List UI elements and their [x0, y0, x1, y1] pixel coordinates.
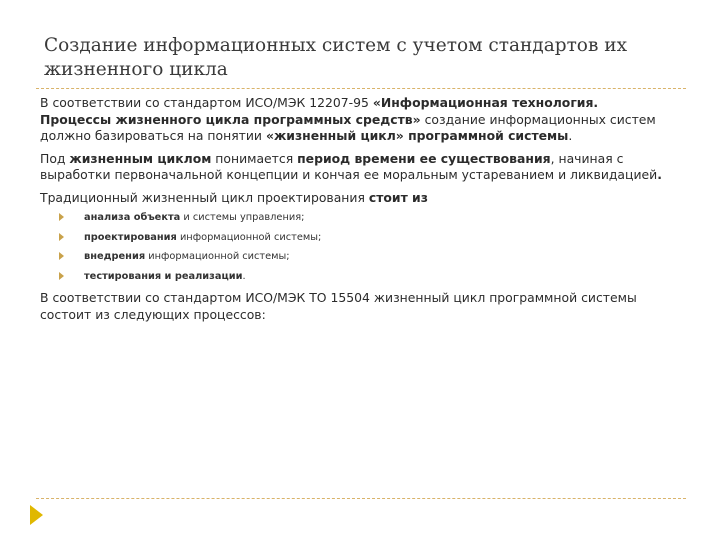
bold-text: «Информационная технология. Процессы жизненного цикла программных средств»	[40, 95, 599, 127]
list-item	[40, 251, 670, 263]
bold-text: тестирования и реализации	[84, 270, 243, 282]
paragraph-traditional-cycle	[40, 190, 670, 207]
triangle-bullet-icon	[59, 213, 64, 221]
paragraph-standard-15504: В соответствии со стандартом ИСО/МЭК ТО 15504 жизненный цикл программной системы состоит из следующих процессов:	[40, 290, 637, 322]
triangle-bullet-icon	[59, 233, 64, 241]
bold-text: проектирования	[84, 231, 177, 243]
text: , начиная с выработки первоначальной концепции и кончая ее моральным устареванием и ликвидацией	[40, 150, 658, 182]
bold-text: анализа объекта	[84, 212, 181, 223]
text: информационной системы;	[176, 231, 322, 243]
text: В соответствии со стандартом ИСО/МЭК 12207-95	[40, 95, 373, 110]
bold-text: период времени ее существования	[297, 150, 551, 166]
text: понимается	[211, 150, 298, 166]
text: создание информационных систем должно базироваться на понятии	[40, 111, 656, 143]
text: Под	[40, 150, 70, 166]
next-slide-arrow-icon[interactable]	[30, 505, 43, 525]
paragraph-lifecycle-definition	[40, 151, 670, 184]
text: .	[568, 128, 573, 143]
footer-divider	[36, 498, 686, 499]
bold-text: «жизненный цикл» программной системы	[265, 128, 569, 143]
list-item	[40, 271, 670, 283]
slide-body	[40, 95, 670, 329]
triangle-bullet-icon	[59, 272, 64, 280]
bold-text: жизненным циклом	[69, 150, 212, 166]
paragraph-standard-12207	[40, 95, 670, 145]
list-item	[40, 212, 670, 224]
text: Традиционный жизненный цикл проектирования	[40, 189, 369, 205]
slide-title: Создание информационных систем с учетом стандартов их жизненного цикла	[44, 35, 628, 80]
bold-text: .	[657, 167, 662, 182]
triangle-bullet-icon	[59, 252, 64, 260]
title-divider	[36, 88, 686, 89]
list-item	[40, 232, 670, 244]
bold-text: стоит из	[368, 189, 428, 205]
text: информационной системы;	[145, 251, 290, 262]
bold-text: внедрения	[84, 251, 146, 262]
text: и системы управления;	[180, 212, 305, 223]
text: .	[242, 270, 246, 282]
stage-list	[40, 212, 670, 283]
